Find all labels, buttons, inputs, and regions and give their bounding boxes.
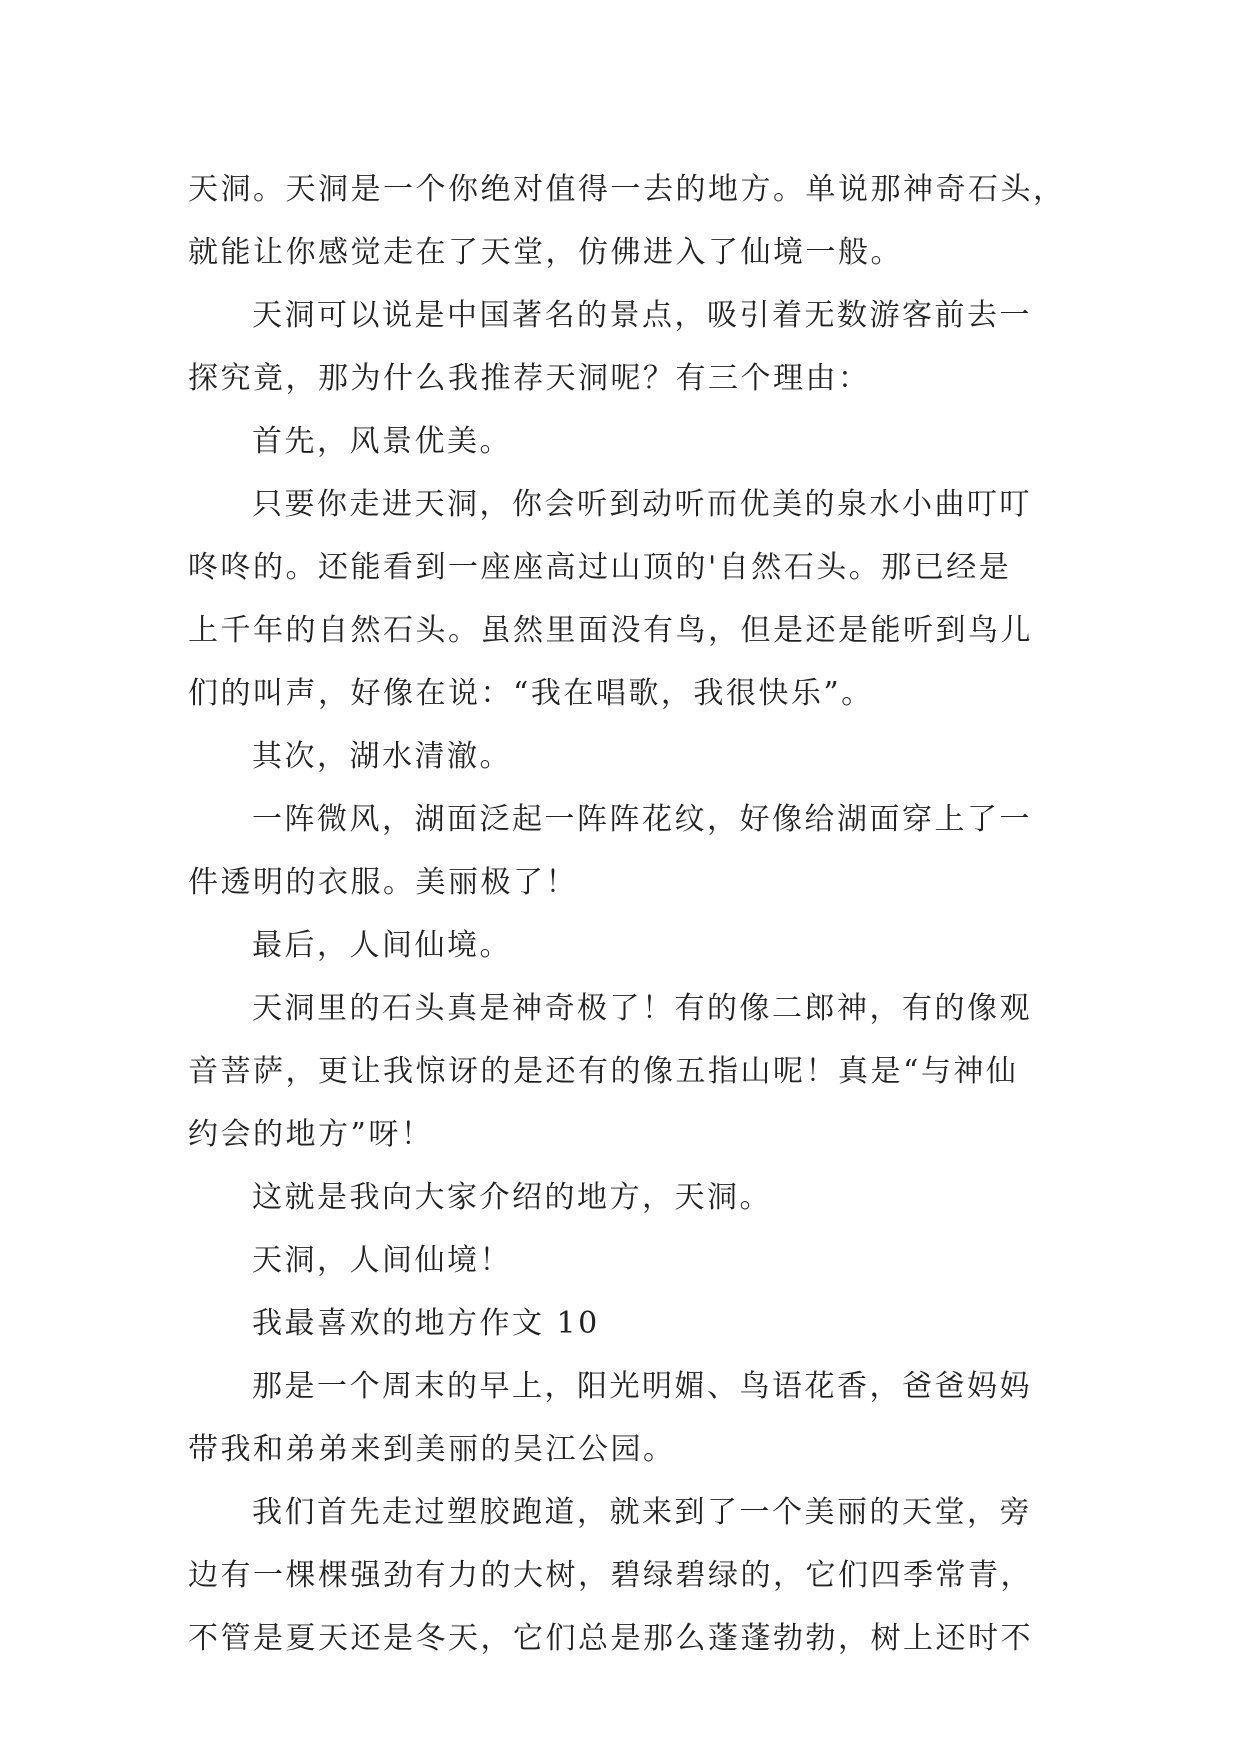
text-line: 天洞。天洞是一个你绝对值得一去的地方。单说那神奇石头，: [188, 172, 1066, 207]
text-line: 们的叫声，好像在说：“我在唱歌，我很快乐”。: [188, 676, 874, 711]
text-line: 音菩萨，更让我惊讶的是还有的像五指山呢！真是“与神仙: [188, 1054, 1019, 1089]
paragraph-line: 那是一个周末的早上，阳光明媚、鸟语花香，爸爸妈妈: [252, 1369, 1032, 1404]
paragraph-line: 天洞，人间仙境！: [252, 1243, 512, 1278]
paragraph-line: 天洞里的石头真是神奇极了！有的像二郎神，有的像观: [252, 991, 1032, 1026]
text-line: 不管是夏天还是冬天，它们总是那么蓬蓬勃勃，树上还时不: [188, 1621, 1033, 1656]
text-line: 约会的地方”呀！: [188, 1117, 434, 1152]
text-line: 就能让你感觉走在了天堂，仿佛进入了仙境一般。: [188, 235, 903, 270]
section-heading-line: 最后，人间仙境。: [252, 928, 512, 963]
text-line: 边有一棵棵强劲有力的大树，碧绿碧绿的，它们四季常青，: [188, 1558, 1033, 1593]
paragraph-line: 只要你走进天洞，你会听到动听而优美的泉水小曲叮叮: [252, 487, 1032, 522]
paragraph-line: 这就是我向大家介绍的地方，天洞。: [252, 1180, 772, 1215]
text-line: 带我和弟弟来到美丽的吴江公园。: [188, 1432, 676, 1467]
text-line: 咚咚的。还能看到一座座高过山顶的'自然石头。那已经是: [188, 550, 1012, 585]
paragraph-line: 我们首先走过塑胶跑道，就来到了一个美丽的天堂，旁: [252, 1495, 1032, 1530]
text-line: 探究竟，那为什么我推荐天洞呢？有三个理由：: [188, 361, 871, 396]
paragraph-line: 天洞可以说是中国著名的景点，吸引着无数游客前去一: [252, 298, 1032, 333]
text-line: 上千年的自然石头。虽然里面没有鸟，但是还是能听到鸟儿: [188, 613, 1033, 648]
section-heading-line: 首先，风景优美。: [252, 424, 512, 459]
text-line: 件透明的衣服。美丽极了！: [188, 865, 578, 900]
essay-title-line: 我最喜欢的地方作文 10: [252, 1306, 600, 1341]
essay-body: [188, 158, 1066, 1670]
paragraph-line: 一阵微风，湖面泛起一阵阵花纹，好像给湖面穿上了一: [252, 802, 1032, 837]
section-heading-line: 其次，湖水清澈。: [252, 739, 512, 774]
